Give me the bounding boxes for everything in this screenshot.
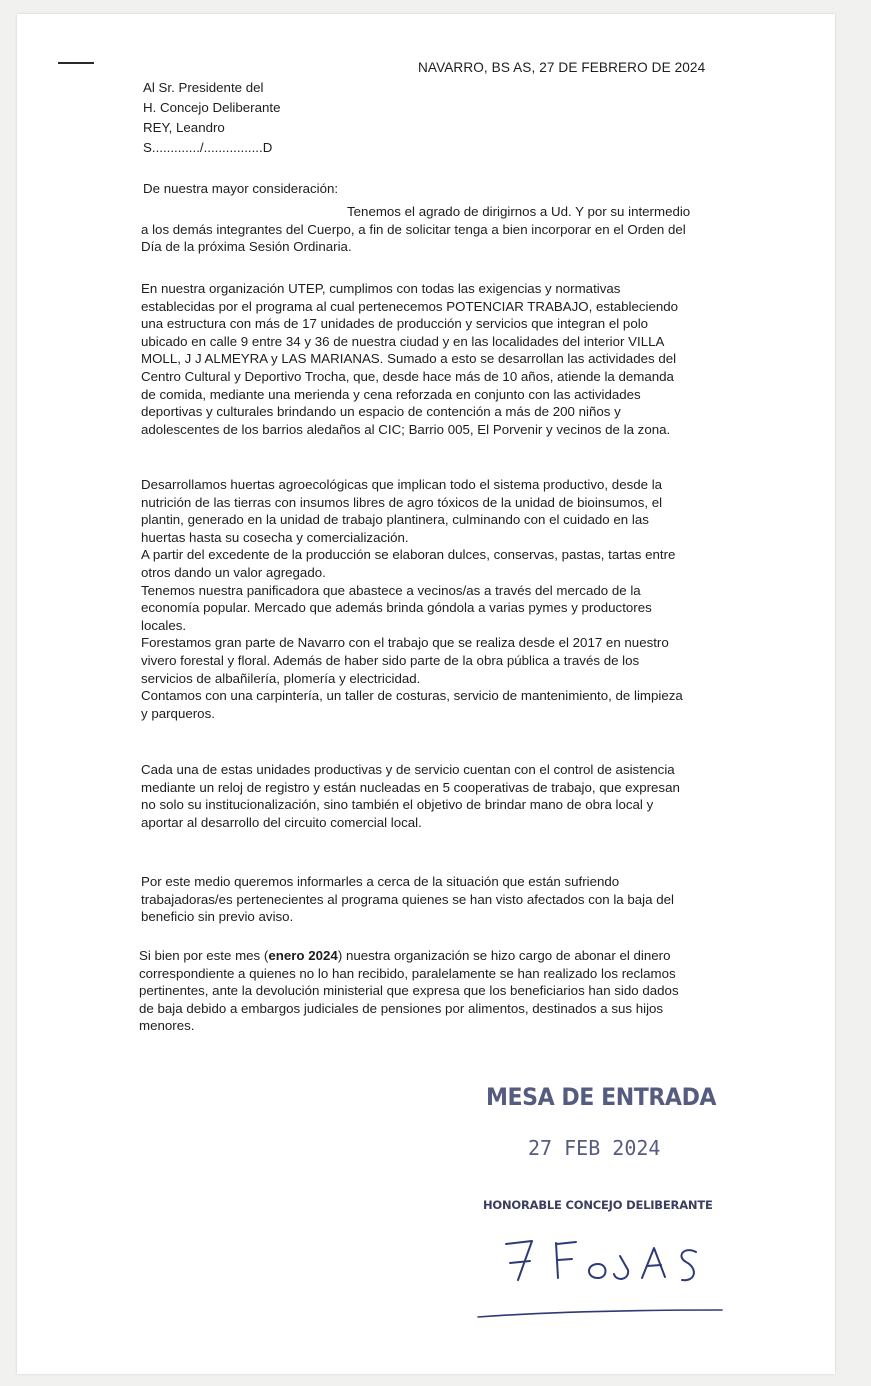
text-line: otros dando un valor agregado. bbox=[141, 564, 326, 580]
text-line: Centro Cultural y Deportivo Trocha, que, desde hace más de 10 años, atiende la demanda bbox=[141, 368, 674, 384]
text-line: Cada una de estas unidades productivas y de servicio cuentan con el control de asistencia bbox=[141, 762, 675, 777]
text-line: Contamos con una carpintería, un taller de costuras, servicio de mantenimiento, de limpieza bbox=[141, 688, 683, 704]
margin-dash-mark bbox=[58, 62, 94, 64]
text-line: Forestamos gran parte de Navarro con el trabajo que se realiza desde el 2017 en nuestro bbox=[141, 635, 669, 651]
bold-period: enero 2024 bbox=[268, 948, 338, 963]
handwritten-fojas-annotation bbox=[500, 1230, 710, 1294]
text-line: Tenemos el agrado de dirigirnos a Ud. Y por su intermedio bbox=[347, 204, 691, 219]
addressee-line: Al Sr. Presidente del bbox=[143, 80, 264, 95]
stamp-title: MESA DE ENTRADA bbox=[486, 1083, 717, 1111]
addressee-line: REY, Leandro bbox=[143, 120, 225, 135]
text-line: aportar al desarrollo del circuito comercial local. bbox=[141, 814, 422, 830]
text-line: deportivas y culturales brindando un espacio de contención a más de 200 niños y bbox=[141, 404, 621, 420]
text-line: pertinentes, ante la devolución ministerial que expresa que los beneficiarios han sido dados bbox=[139, 983, 679, 999]
text-line: locales. bbox=[141, 617, 187, 633]
addressee-line: H. Concejo Deliberante bbox=[143, 100, 281, 115]
text-line: beneficio sin previo aviso. bbox=[141, 909, 294, 925]
text-line bbox=[139, 947, 709, 965]
text-line: MOLL, J J ALMEYRA y LAS MARIANAS. Sumado a esto se desarrollan las actividades del bbox=[141, 351, 677, 367]
stamp-organization: HONORABLE CONCEJO DELIBERANTE bbox=[483, 1198, 713, 1212]
text-line: nutrición de las tierras con insumos libres de agro tóxicos de la unidad de bioinsumos, el bbox=[141, 494, 663, 510]
text-line: huertas hasta su cosecha y comercialización. bbox=[141, 529, 409, 545]
date-line: NAVARRO, BS AS, 27 DE FEBRERO DE 2024 bbox=[418, 60, 706, 75]
text-line: adolescentes de los barrios aledaños al CIC; Barrio 005, El Porvenir y vecinos de la zona. bbox=[141, 421, 671, 437]
text-segment: ) nuestra organización se hizo cargo de abonar el dinero bbox=[337, 948, 671, 963]
text-line: de baja debido a embargos judiciales de pensiones por alimentos, destinados a sus hijos bbox=[139, 1000, 664, 1016]
text-line: establecidas por el programa al cual pertenecemos POTENCIAR TRABAJO, estableciendo bbox=[141, 298, 679, 314]
text-line: mediante un reloj de registro y están nucleadas en 5 cooperativas de trabajo, que expresan bbox=[141, 779, 680, 795]
text-line: A partir del excedente de la producción se elaboran dulces, conservas, pastas, tartas entre bbox=[141, 547, 676, 563]
paragraph-request bbox=[141, 203, 711, 256]
text-line: no solo su institucionalización, sino también el objetivo de brindar mano de obra local y bbox=[141, 797, 654, 813]
text-line: Por este medio queremos informarles a cerca de la situación que están sufriendo bbox=[141, 874, 620, 889]
paragraph-situation bbox=[141, 873, 711, 926]
text-line: Día de la próxima Sesión Ordinaria. bbox=[141, 239, 352, 255]
text-line: plantin, generado en la unidad de trabajo plantinera, culminando con el cuidado en las bbox=[141, 512, 649, 528]
paragraph-production bbox=[141, 476, 711, 722]
text-line: Tenemos nuestra panificadora que abastece a vecinos/as a través del mercado de la bbox=[141, 582, 641, 598]
salutation: De nuestra mayor consideración: bbox=[143, 181, 339, 196]
paragraph-claims bbox=[139, 947, 709, 1035]
text-line: a los demás integrantes del Cuerpo, a fin de solicitar tenga a bien incorporar en el Orden del bbox=[141, 221, 686, 237]
text-line: ubicado en calle 9 entre 34 y 36 de nuestra ciudad y en las localidades del interior VILLA bbox=[141, 333, 665, 349]
text-line: y parqueros. bbox=[141, 705, 215, 721]
text-line: En nuestra organización UTEP, cumplimos con todas las exigencias y normativas bbox=[141, 281, 621, 296]
paragraph-organization bbox=[141, 280, 711, 438]
paragraph-cooperatives bbox=[141, 761, 711, 831]
text-line: de comida, mediante una merienda y cena reforzada en conjunto con las actividades bbox=[141, 386, 641, 402]
text-line: una estructura con más de 17 unidades de producción y servicios que integran el polo bbox=[141, 316, 649, 332]
handwritten-underline bbox=[476, 1308, 726, 1320]
addressee-line: S............./................D bbox=[143, 140, 273, 155]
text-segment: Si bien por este mes ( bbox=[139, 948, 269, 963]
text-line: correspondiente a quienes no lo han recibido, paralelamente se han realizado los reclamos bbox=[139, 965, 676, 981]
text-line: servicios de albañilería, plomería y electricidad. bbox=[141, 670, 421, 686]
text-line: trabajadoras/es pertenecientes al programa quienes se han visto afectados con la baja del bbox=[141, 891, 674, 907]
text-line: vivero forestal y floral. Además de haber sido parte de la obra pública a través de los bbox=[141, 652, 640, 668]
text-line: economía popular. Mercado que además brinda góndola a varias pymes y productores bbox=[141, 600, 652, 616]
stamp-date: 27 FEB 2024 bbox=[528, 1136, 661, 1160]
text-line: menores. bbox=[139, 1018, 195, 1034]
text-line: Desarrollamos huertas agroecológicas que implican todo el sistema productivo, desde la bbox=[141, 477, 663, 492]
